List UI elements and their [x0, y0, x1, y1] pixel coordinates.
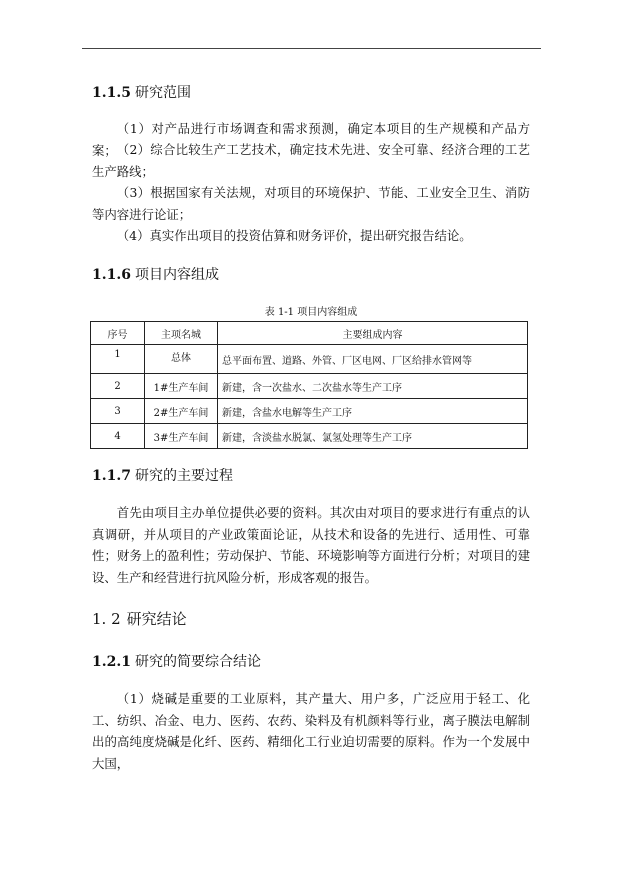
cell-content: 总平面布置、道路、外管、厂区电网、厂区给排水管网等: [218, 345, 528, 374]
cell-content: 新建，含盐水电解等生产工序: [218, 399, 528, 424]
section-heading-1-2-1: 1.2.1 研究的简要综合结论: [92, 654, 261, 670]
table-header-row: [91, 322, 528, 345]
scope-item-4: （4）真实作出项目的投资估算和财务评价，提出研究报告结论。: [116, 228, 472, 243]
table-row: [91, 374, 528, 399]
section-heading-1-1-7: 1.1.7 研究的主要过程: [92, 468, 233, 484]
cell-item: 总体: [145, 345, 218, 374]
scope-item-3: （3）根据国家有关法规，对项目的环境保护、节能、工业安全卫生、消防等内容进行论证；: [92, 185, 530, 222]
cell-item: 3#生产车间: [145, 424, 218, 449]
cell-no: 3: [91, 399, 145, 424]
cell-item: 1#生产车间: [145, 374, 218, 399]
project-content-table: [90, 321, 528, 449]
col-header-content: 主要组成内容: [218, 322, 528, 345]
scope-item-1: （1）对产品进行市场调查和需求预测，确定本项目的生产规模和产品方案；: [92, 121, 530, 158]
cell-content: 新建，含一次盐水、二次盐水等生产工序: [218, 374, 528, 399]
cell-no: 2: [91, 374, 145, 399]
scope-item-2: （2）综合比较生产工艺技术，确定技术先进、安全可靠、经济合理的工艺生产路线；: [92, 142, 530, 179]
cell-content: 新建，含淡盐水脱氯、氯氢处理等生产工序: [218, 424, 528, 449]
table-row: [91, 399, 528, 424]
section-heading-1-2: 1. 2 研究结论: [92, 610, 187, 628]
col-header-item: 主项名城: [145, 322, 218, 345]
cell-no: 1: [91, 345, 145, 374]
section-heading-1-1-5: 1.1.5 研究范围: [92, 85, 191, 101]
table-row: [91, 345, 528, 374]
section-heading-1-1-6: 1.1.6 项目内容组成: [92, 267, 219, 283]
col-header-no: 序号: [91, 322, 145, 345]
table-caption: 表 1-1 项目内容组成: [264, 307, 358, 318]
cell-no: 4: [91, 424, 145, 449]
header-rule: [82, 48, 541, 49]
process-paragraph: 首先由项目主办单位提供必要的资料。其次由对项目的要求进行有重点的认真调研，并从项目的产业政策面论证，从技术和设备的先进行、适用性、可靠性；财务上的盈利性；劳动保护、节能、环境影响等方面进行分析；对项目的建设、生产和经营进行抗风险分析，形成客观的报告。: [92, 505, 530, 585]
conclusion-paragraph: （1）烧碱是重要的工业原料，其产量大、用户多，广泛应用于轻工、化工、纺织、冶金、电力、医药、农药、染料及有机颜料等行业，离子膜法电解制出的高纯度烧碱是化纤、医药、精细化工行业迫切需要的原料。作为一个发展中大国，: [92, 691, 530, 771]
table-row: [91, 424, 528, 449]
cell-item: 2#生产车间: [145, 399, 218, 424]
